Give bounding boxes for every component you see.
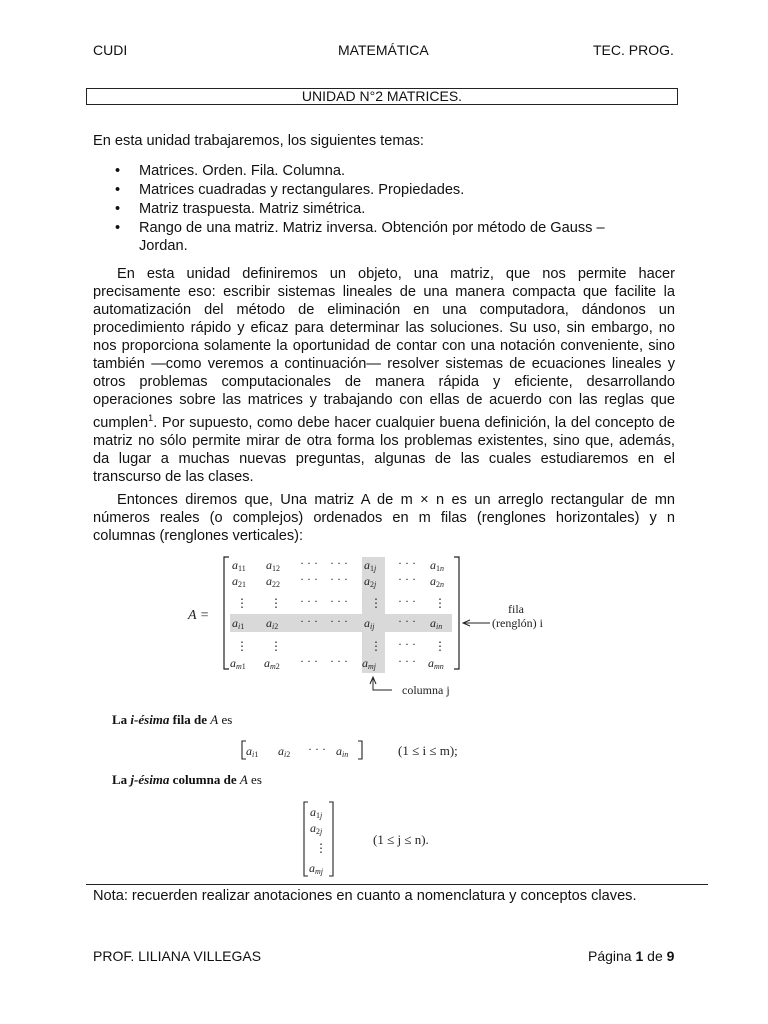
list-item: • Matrices cuadradas y rectangulares. Propiedades. (115, 181, 655, 199)
svg-text:· · ·: · · · (398, 654, 416, 668)
intro-text: En esta unidad trabajaremos, los siguientes temas: (93, 133, 424, 149)
svg-text:· · ·: · · · (300, 614, 318, 628)
svg-text:· · ·: · · · (300, 594, 318, 608)
svg-text:· · ·: · · · (398, 637, 416, 651)
unit-title: UNIDAD N°2 MATRICES. (86, 88, 678, 105)
svg-text:· · ·: · · · (300, 654, 318, 668)
svg-text:⋮: ⋮ (236, 639, 248, 653)
list-item: • Rango de una matriz. Matriz inversa. Obtención por método de Gauss – Jordan. (115, 219, 655, 255)
svg-text:a12: a12 (266, 558, 280, 573)
paragraph-definition (93, 265, 675, 486)
svg-text:· · ·: · · · (300, 556, 318, 570)
col-heading: La j-ésima columna de A es (112, 772, 262, 787)
column-vector (300, 800, 480, 880)
svg-text:amj: amj (309, 861, 323, 876)
row-heading: La i-ésima fila de A es (112, 712, 233, 727)
svg-text:ai1: ai1 (232, 616, 245, 631)
svg-text:ai1: ai1 (246, 744, 259, 759)
svg-text:am2: am2 (264, 656, 280, 671)
svg-text:⋮: ⋮ (370, 596, 382, 610)
svg-text:⋮: ⋮ (315, 841, 327, 855)
svg-text:⋮: ⋮ (370, 639, 382, 653)
svg-text:ai2: ai2 (278, 744, 291, 759)
matrix-figure (180, 555, 570, 701)
page-number: Página 1 de 9 (588, 948, 675, 964)
footer-author: PROF. LILIANA VILLEGAS (93, 948, 262, 964)
matrix-label: A = (188, 608, 210, 623)
svg-text:a1n: a1n (430, 558, 444, 573)
svg-text:· · ·: · · · (330, 556, 348, 570)
svg-text:⋮: ⋮ (236, 596, 248, 610)
svg-text:· · ·: · · · (330, 614, 348, 628)
col-range: (1 ≤ j ≤ n). (373, 832, 429, 847)
svg-text:a1j: a1j (364, 558, 377, 573)
columna-label: columna j (402, 683, 450, 697)
svg-text:⋮: ⋮ (270, 596, 282, 610)
svg-text:· · ·: · · · (308, 742, 326, 756)
svg-text:⋮: ⋮ (434, 639, 446, 653)
fila-label: fila (508, 602, 524, 616)
header-right: TEC. PROG. (593, 42, 674, 58)
svg-text:· · ·: · · · (398, 594, 416, 608)
paragraph-text: En esta unidad definiremos un objeto, una matriz, que nos permite hacer precisamente eso: escribir sistemas lineales de una manera compacta que facilite la automatización del método de eliminación en una computadora, dándonos un procedimiento rápido y eficaz para determinar las soluciones. Su uso, sin embargo, no nos proporciona solamente la oportunidad de contar con una notación conveniente, sino también —como veremos a continuación— resolver sistemas de ecuaciones lineales y otros problemas computacionales de manera rápida y eficiente, desarrollando operaciones sobre las matrices y trabajando con ellas de acuerdo con las reglas que cumplen (93, 266, 675, 431)
svg-text:· · ·: · · · (330, 654, 348, 668)
row-vector (238, 738, 478, 764)
svg-text:⋮: ⋮ (270, 639, 282, 653)
svg-text:a22: a22 (266, 574, 280, 589)
svg-text:· · ·: · · · (330, 594, 348, 608)
svg-text:a11: a11 (232, 558, 246, 573)
note-divider (86, 884, 708, 885)
svg-text:a21: a21 (232, 574, 246, 589)
header-left: CUDI (93, 42, 128, 58)
svg-text:aij: aij (364, 616, 375, 631)
svg-text:· · ·: · · · (398, 556, 416, 570)
svg-text:· · ·: · · · (398, 614, 416, 628)
svg-text:ai2: ai2 (266, 616, 279, 631)
svg-text:· · ·: · · · (300, 572, 318, 586)
topic-list (115, 162, 655, 256)
svg-text:· · ·: · · · (330, 572, 348, 586)
svg-text:· · ·: · · · (398, 572, 416, 586)
svg-text:am1: am1 (230, 656, 246, 671)
paragraph-text-cont: . Por supuesto, como debe hacer cualquier buena definición, la del concepto de matriz no sólo permite mirar de otra forma los problemas existentes, sino que, además, da lugar a muchas nuevas preguntas, algunas de las cuales estudiaremos en el transcurso de las clases. (93, 414, 675, 485)
header-center: MATEMÁTICA (338, 42, 429, 58)
row-range: (1 ≤ i ≤ m); (398, 743, 458, 758)
list-item: • Matriz traspuesta. Matriz simétrica. (115, 200, 655, 218)
svg-text:a2j: a2j (364, 574, 377, 589)
note-text: Nota: recuerden realizar anotaciones en cuanto a nomenclatura y conceptos claves. (93, 888, 637, 904)
svg-text:ain: ain (430, 616, 443, 631)
svg-text:ain: ain (336, 744, 349, 759)
svg-text:amj: amj (362, 656, 376, 671)
list-item: • Matrices. Orden. Fila. Columna. (115, 162, 655, 180)
svg-text:a2j: a2j (310, 821, 323, 836)
svg-text:amn: amn (428, 656, 444, 671)
renglon-label: (renglón) i (492, 616, 543, 630)
footnote-mark: 1 (148, 413, 154, 423)
svg-text:⋮: ⋮ (434, 596, 446, 610)
svg-text:a1j: a1j (310, 805, 323, 820)
paragraph-matrix-def: Entonces diremos que, Una matriz A de m × n es un arreglo rectangular de mn números reales (o complejos) ordenados en m filas (renglones horizontales) y n columnas (renglones verticales): (93, 492, 675, 544)
svg-text:a2n: a2n (430, 574, 444, 589)
